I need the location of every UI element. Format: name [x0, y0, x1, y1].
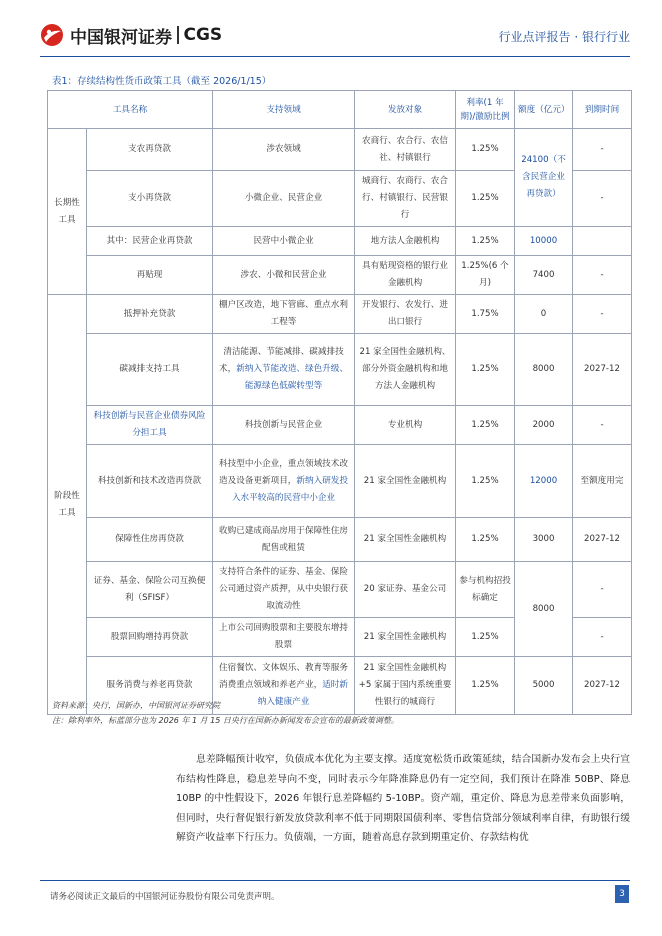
- cell-due: -: [573, 562, 632, 618]
- header-due: 到期时间: [573, 91, 632, 129]
- cell-rate: 1.25%: [456, 406, 515, 445]
- field-existing: 住宿餐饮、文体娱乐、教育等服务消费重点领域和养老产业，: [219, 663, 348, 690]
- cell-amount: 12000: [515, 445, 573, 518]
- cell-target: 20 家证券、基金公司: [355, 562, 456, 618]
- cell-field: 小微企业、民营企业: [213, 171, 355, 227]
- cell-rate: 1.25%: [456, 657, 515, 715]
- field-new: 适时新纳入健康产业: [257, 680, 348, 707]
- cell-name: 科技创新和技术改造再贷款: [87, 445, 213, 518]
- field-existing: 清洁能源、节能减排、碳减排技术，: [219, 347, 344, 374]
- cell-name: 证券、基金、保险公司互换便利（SFISF）: [87, 562, 213, 618]
- footer-disclaimer: 请务必阅读正文最后的中国银河证券股份有限公司免责声明。: [50, 892, 280, 902]
- cell-amount: 7400: [515, 256, 573, 295]
- header-tool-name: 工具名称: [48, 91, 213, 129]
- group-long-term: 长期性工具: [48, 129, 87, 295]
- cell-field: [213, 657, 355, 715]
- cell-target: 21 家全国性金融机构+5 家属于国内系统重要性银行的城商行: [355, 657, 456, 715]
- footer-divider: [40, 880, 630, 881]
- table-row: [48, 406, 632, 445]
- cell-field: 科技创新与民营企业: [213, 406, 355, 445]
- cell-rate: 1.25%: [456, 618, 515, 657]
- cell-target: 21 家全国性金融机构、部分外资金融机构和地方法人金融机构: [355, 334, 456, 406]
- cell-rate: 1.75%: [456, 295, 515, 334]
- cell-field: 棚户区改造，地下管廊、重点水利工程等: [213, 295, 355, 334]
- header-target: 发放对象: [355, 91, 456, 129]
- cell-rate: 1.25%: [456, 518, 515, 562]
- cell-field: 上市公司回购股票和主要股东增持股票: [213, 618, 355, 657]
- cell-amount: 2000: [515, 406, 573, 445]
- logo-text-cn: 中国银河证券: [70, 27, 172, 48]
- cell-target: 地方法人金融机构: [355, 227, 456, 256]
- table-row: [48, 518, 632, 562]
- cell-due: 2027-12: [573, 518, 632, 562]
- cell-due: -: [573, 406, 632, 445]
- table-row: [48, 256, 632, 295]
- cell-due: 至额度用完: [573, 445, 632, 518]
- cell-target: 城商行、农商行、农合行、村镇银行、民营银行: [355, 171, 456, 227]
- policy-tools-table: [47, 90, 632, 715]
- group-staged: 阶段性工具: [48, 295, 87, 715]
- cell-field: [213, 445, 355, 518]
- table-row: [48, 334, 632, 406]
- galaxy-logo-icon: [40, 23, 64, 47]
- cell-name: 再贴现: [87, 256, 213, 295]
- table-row: [48, 445, 632, 518]
- cell-rate: 1.25%: [456, 334, 515, 406]
- cell-amount: 24100（不含民营企业再贷款）: [515, 129, 573, 227]
- header-field: 支持领域: [213, 91, 355, 129]
- cell-rate: 1.25%(6 个月): [456, 256, 515, 295]
- cell-target: 开发银行、农发行、进出口银行: [355, 295, 456, 334]
- cell-target: 具有贴现资格的银行业金融机构: [355, 256, 456, 295]
- cell-amount: 3000: [515, 518, 573, 562]
- header-amount: 额度（亿元）: [515, 91, 573, 129]
- cell-due: 2027-12: [573, 657, 632, 715]
- table-source: 资料来源：央行，国新办，中国银河证券研究院: [52, 701, 220, 710]
- logo-separator: [177, 26, 179, 44]
- cell-due: -: [573, 256, 632, 295]
- cell-field: 支持符合条件的证券、基金、保险公司通过资产质押，从中央银行获取流动性: [213, 562, 355, 618]
- cell-target: 21 家全国性金融机构: [355, 445, 456, 518]
- table-row: [48, 227, 632, 256]
- cell-rate: 参与机构招投标确定: [456, 562, 515, 618]
- cell-target: 专业机构: [355, 406, 456, 445]
- cell-name: 支小再贷款: [87, 171, 213, 227]
- report-type: 行业点评报告 · 银行行业: [498, 30, 630, 44]
- table-row: [48, 129, 632, 171]
- cell-name: 抵押补充贷款: [87, 295, 213, 334]
- table-caption: 表1：存续结构性货币政策工具（截至 2026/1/15）: [52, 76, 272, 87]
- cell-name: 股票回购增持再贷款: [87, 618, 213, 657]
- table-row: [48, 562, 632, 618]
- table-note: 注：除利率外，标蓝部分也为 2026 年 1 月 15 日央行在国新办新闻发布会宣布的最新政策调整。: [52, 716, 399, 725]
- cell-due: -: [573, 171, 632, 227]
- cell-field: 收购已建成商品房用于保障性住房配售或租赁: [213, 518, 355, 562]
- cell-due: -: [573, 295, 632, 334]
- cell-name: 服务消费与养老再贷款: [87, 657, 213, 715]
- header-divider: [40, 56, 630, 57]
- logo-text-en: CGS: [183, 25, 223, 45]
- cell-rate: 1.25%: [456, 445, 515, 518]
- page-number: 3: [615, 885, 629, 903]
- cell-field: 涉农领域: [213, 129, 355, 171]
- cell-name: 支农再贷款: [87, 129, 213, 171]
- cell-amount: 8000: [515, 334, 573, 406]
- cell-due: [573, 227, 632, 256]
- cell-name: 其中：民营企业再贷款: [87, 227, 213, 256]
- cell-amount: 10000: [515, 227, 573, 256]
- cell-target: 21 家全国性金融机构: [355, 518, 456, 562]
- cell-name: 保障性住房再贷款: [87, 518, 213, 562]
- company-logo: [40, 22, 222, 48]
- cell-rate: 1.25%: [456, 227, 515, 256]
- cell-amount: 5000: [515, 657, 573, 715]
- cell-rate: 1.25%: [456, 129, 515, 171]
- cell-field: 民营中小微企业: [213, 227, 355, 256]
- field-new: 新纳入节能改造、绿色升级、能源绿色低碳转型等: [236, 364, 348, 391]
- page-header: [0, 0, 662, 60]
- table-header-row: [48, 91, 632, 129]
- field-existing: 科技型中小企业，重点领域技术改造及设备更新项目，: [219, 458, 348, 486]
- body-paragraph: 息差降幅预计收窄，负债成本优化为主要支撑。适度宽松货币政策延续，结合国新办发布会上央行宣布结构性降息，稳息差导向不变，同时表示今年降准降息仍有一定空间，我们预计在降准 50BP、降息 10BP 的中性假设下，2026 年银行息差降幅约 5-10BP。资产端，重定价、降息为息差带来负面影响，但同时，央行督促银行新发放贷款利率不低于同期限国债利率、零售信贷部分领域利率自律，有助银行缓解资产收益率下行压力。负债端，一方面，随着高息存款到期重定价、存款结构优: [176, 754, 630, 843]
- cell-rate: 1.25%: [456, 171, 515, 227]
- cell-due: 2027-12: [573, 334, 632, 406]
- table-row: [48, 295, 632, 334]
- cell-amount: 8000: [515, 562, 573, 657]
- header-rate: 利率(1 年期)/激励比例: [456, 91, 515, 129]
- cell-field: [213, 334, 355, 406]
- field-new: 新纳入研发投入水平较高的民营中小企业: [231, 475, 348, 503]
- cell-name: 碳减排支持工具: [87, 334, 213, 406]
- cell-due: -: [573, 618, 632, 657]
- cell-target: 21 家全国性金融机构: [355, 618, 456, 657]
- cell-target: 农商行、农合行、农信社、村镇银行: [355, 129, 456, 171]
- cell-name: 科技创新与民营企业债券风险分担工具: [87, 406, 213, 445]
- cell-amount: 0: [515, 295, 573, 334]
- cell-field: 涉农、小微和民营企业: [213, 256, 355, 295]
- cell-due: -: [573, 129, 632, 171]
